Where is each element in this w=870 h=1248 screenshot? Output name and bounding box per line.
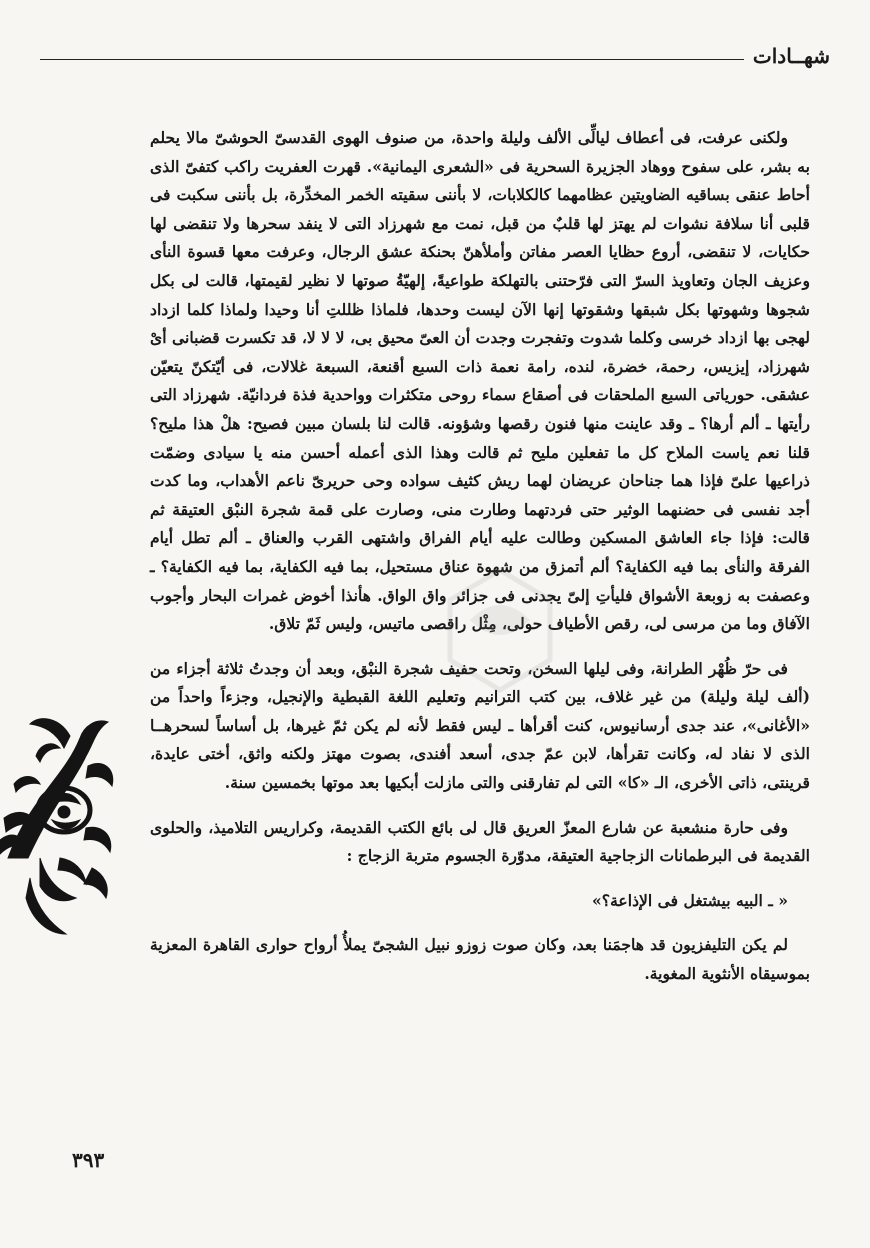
paragraph-1: ولكنى عرفت، فى أعطاف ليالِّى الألف وليلة واحدة، من صنوف الهوى القدسىّ الحوشىّ مالا يحلم به بشر، على سفوح ووهاد الجزيرة السحرية فى «الشعرى اليمانية». قهرت العفريت راكب كتفىّ الذى أحاط عنقى بساقيه الضاويتين عظامهما كالكلابات، لا بأننى سقيته الخمر المخدِّرة، بل بأننى سكبت فى قلبى أنا سلافة نشوات لم يهتز لها قلبٌ من قبل، نمت مع شهرزاد التى لا ينفد سحرها ولا تنقضى لها حكايات، لا تنقضى، أروع حظايا العصر مفاتن وأملأهنّ بحنكة عشق الرجال، وعرفت معها قسوة النأى وعزيف الجان وتعاويذ السرّ التى فرّحتنى بالتهلكة طواعيةً، إلهيّةُ صوتها لا نظير لقيمتها، قالت لى بكل شجوها وشهوتها بكل شبقها وشقوتها إنها الآن ليست وحدها، فلماذا ظللتِ أنا وحيدا ولماذا كلما ازداد لهجى بها ازداد خرسى وكلما شدوت وتفجرت وجدت أن العىّ محيق بى، لا لا لا، قد تكسرت قضبانى أىْ شهرزاد، إيزيس، رحمة، خضرة، لنده، رامة نعمة ذات السبع أقنعة، السبعة غلالات، فى أيّتكنّ يتعيّن عشقى. حورياتى السبع الملحقات فى أصقاع سماء روحى متكثرات وواحدية فذة فردانيّة. شهرزاد التى رأيتها ـ ألم أرها؟ ـ وقد عاينت منها فنون رقصها وشؤونه. قالت لنا بلسان مبين فصيح: هلْ هذا مليح؟ قلنا نعم ياست الملاح كل ما تفعلين مليح ثم قالت وهذا الذى أعمله أحسن منه يا سيادى وضمّت ذراعيها علىّ فإذا هما جناحان عريضان لهما ريش كثيف سواده وحى حريرىّ ناعم الأهداب، وما كدت أجد نفسى فى حضنهما الوثير حتى فردتهما وطارت منى، وصارت على قمة شجرة النبْق العتيقة ثم قالت: فإذا جاء العاشق المسكين وطالت عليه أيام الفراق واشتهى القرب والعناق ـ ألم تطل أيام الفرقة والنأى بما فيه الكفاية؟ ألم أتمزق من شهوة عناق مستحيل، بما فيه الكفاية، بما فيه الكفاية؟ ـ وعصفت به زوبعة الأشواق فليأتِ إلىّ يجدنى فى جزائر واق الواق. هأنذا أخوض غمرات البحار وأجوب الآفاق وما من مرسى لى، رقص الأطياف حولى، مِثْل راقصى ماتيس، وليس ثَمّ تلاق. bbox=[150, 128, 810, 634]
paragraph-3: وفى حارة منشعبة عن شارع المعزّ العريق قال لى بائع الكتب القديمة، وكراريس التلاميذ، والحلوى القديمة فى البرطمانات الزجاجية العتيقة، مدوّرة الجسوم متربة الزجاج : bbox=[150, 817, 810, 866]
header-rule bbox=[40, 59, 744, 60]
watermark-mark bbox=[400, 560, 600, 700]
page-number: ٣٩٣ bbox=[72, 1148, 105, 1172]
section-title: شهــادات bbox=[752, 44, 830, 68]
closing-paragraph: لم يكن التليفزيون قد هاجمَنا بعد، وكان صوت زوزو نبيل الشجىّ يملأُ أرواح حوارى القاهرة المعزية بموسيقاه الأنثوية المغوية. bbox=[150, 935, 810, 984]
dialogue-line: « ـ البيه بيشتغل فى الإذاعة؟» bbox=[592, 890, 788, 910]
running-head bbox=[40, 44, 830, 76]
floral-ornament-icon bbox=[0, 708, 118, 940]
paragraph-2: فى حرّ ظُهْر الطرانة، وفى ليلها السخن، وتحت حفيف شجرة النبْق، وبعد أن وجدتُ ثلاثة أجزاء من (ألف ليلة وليلة) من غير غلاف، بين كتب الترانيم وتعليم اللغة القبطية والإنجيل، وجزءاً واحداً من «الأغانى»، عند جدى أرسانيوس، كنت أقرأها ـ ليس فقط لأنه لم يكن ثمّ غيرها، بل أساساً لسحرهــا الذى لا نفاد له، وكانت تقرأها، لابن عمّ جدى، أسعد أفندى، بصوت مهتز ولكنه واثق، أختى عايدة، قرينتى، ذاتى الأخرى، الـ «كا» التى لم تفارقنى والتى مازلت أبكيها بعد موتها بخمسين سنة. bbox=[150, 658, 810, 793]
